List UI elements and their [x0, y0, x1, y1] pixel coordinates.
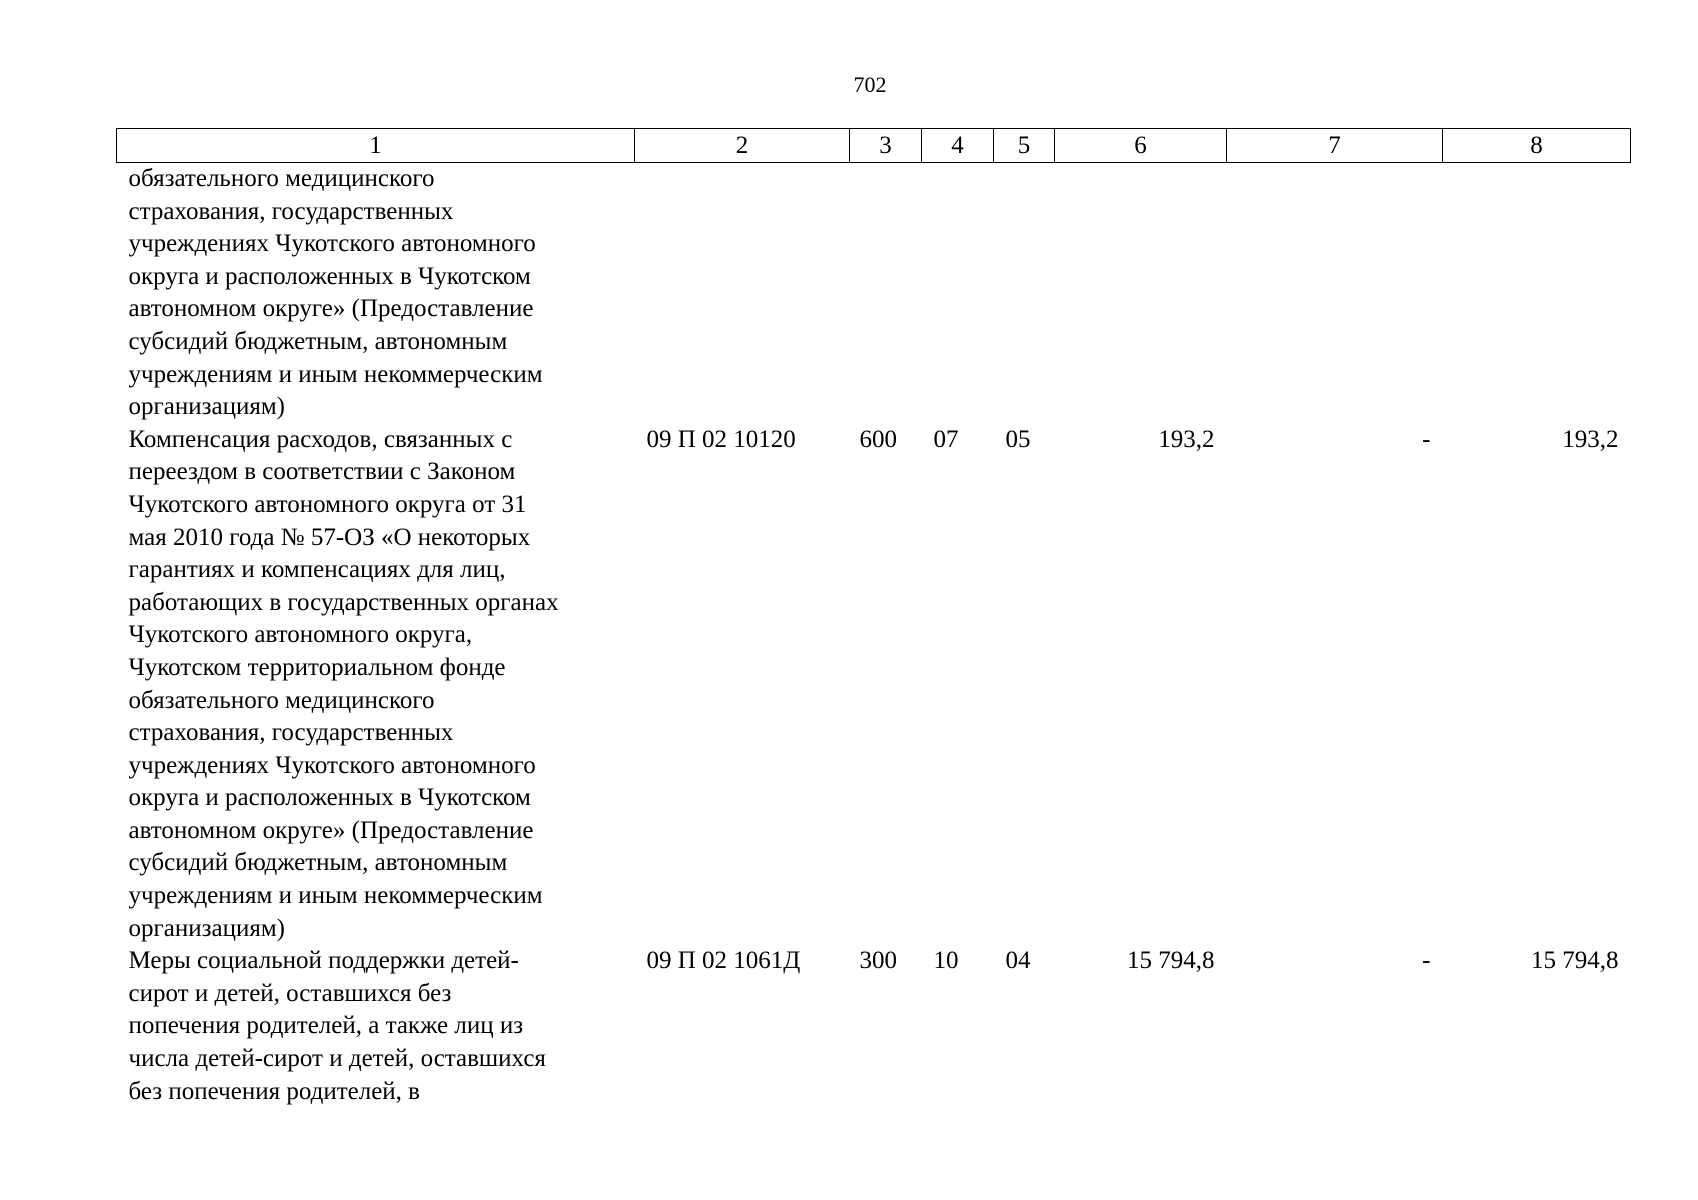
column-header-7: 7 — [1227, 129, 1443, 163]
row-subsection: 05 — [1005, 425, 1031, 453]
row-section: 07 — [933, 425, 959, 453]
table-row — [117, 945, 1631, 1108]
row-section — [922, 163, 994, 424]
header-row — [117, 129, 1631, 163]
row-description: обязательного медицинского страхования, государственных учреждениях Чукотского автономного округа и расположенных в Чукотском автономном округе» (Предоставление субсидий бюджетным, автономным учреждениям и иным некоммерческим организациям) — [128, 165, 543, 421]
row-amount-col6: 193,2 — [1158, 425, 1215, 453]
row-target-code: 09 П 02 10120 — [646, 425, 796, 453]
row-amount-col8: 193,2 — [1562, 425, 1619, 453]
row-expense-type — [850, 163, 922, 424]
row-target-code: 09 П 02 1061Д — [646, 947, 801, 975]
row-expense-type: 300 — [859, 947, 897, 975]
table-row — [117, 163, 1631, 424]
row-amount-col8: 15 794,8 — [1531, 947, 1619, 975]
row-description: Меры социальной поддержки детей- сирот и детей, оставшихся без попечения родителей, а также лиц из числа детей-сирот и детей, оставшихся без попечения родителей, в — [128, 947, 546, 1105]
row-amount-col6: 15 794,8 — [1127, 947, 1215, 975]
row-amount-col7: - — [1422, 425, 1431, 453]
row-amount-col7 — [1227, 163, 1443, 424]
column-header-1: 1 — [117, 129, 635, 163]
row-expense-type: 600 — [859, 425, 897, 453]
budget-table — [116, 128, 1631, 1108]
row-amount-col7: - — [1422, 947, 1431, 975]
page-number: 702 — [853, 72, 887, 97]
row-amount-col8 — [1443, 163, 1631, 424]
column-header-3: 3 — [850, 129, 922, 163]
column-header-4: 4 — [922, 129, 994, 163]
row-subsection: 04 — [1005, 947, 1031, 975]
table-row — [117, 424, 1631, 946]
column-header-5: 5 — [994, 129, 1055, 163]
row-section: 10 — [933, 947, 959, 975]
row-target-code — [635, 163, 850, 424]
column-header-8: 8 — [1443, 129, 1631, 163]
column-header-2: 2 — [635, 129, 850, 163]
row-amount-col6 — [1055, 163, 1227, 424]
column-header-6: 6 — [1055, 129, 1227, 163]
row-subsection — [994, 163, 1055, 424]
row-description: Компенсация расходов, связанных с переездом в соответствии с Законом Чукотского автономного округа от 31 мая 2010 года № 57-ОЗ «О некоторых гарантиях и компенсациях для лиц, работающих в государственных органах Чукотского автономного округа, Чукотском территориальном фонде обязательного медицинского страхования, государственных учреждениях Чукотского автономного округа и расположенных в Чукотском автономном округе» (Предоставление субсидий бюджетным, автономным учреждениям и иным некоммерческим организациям) — [128, 425, 559, 942]
